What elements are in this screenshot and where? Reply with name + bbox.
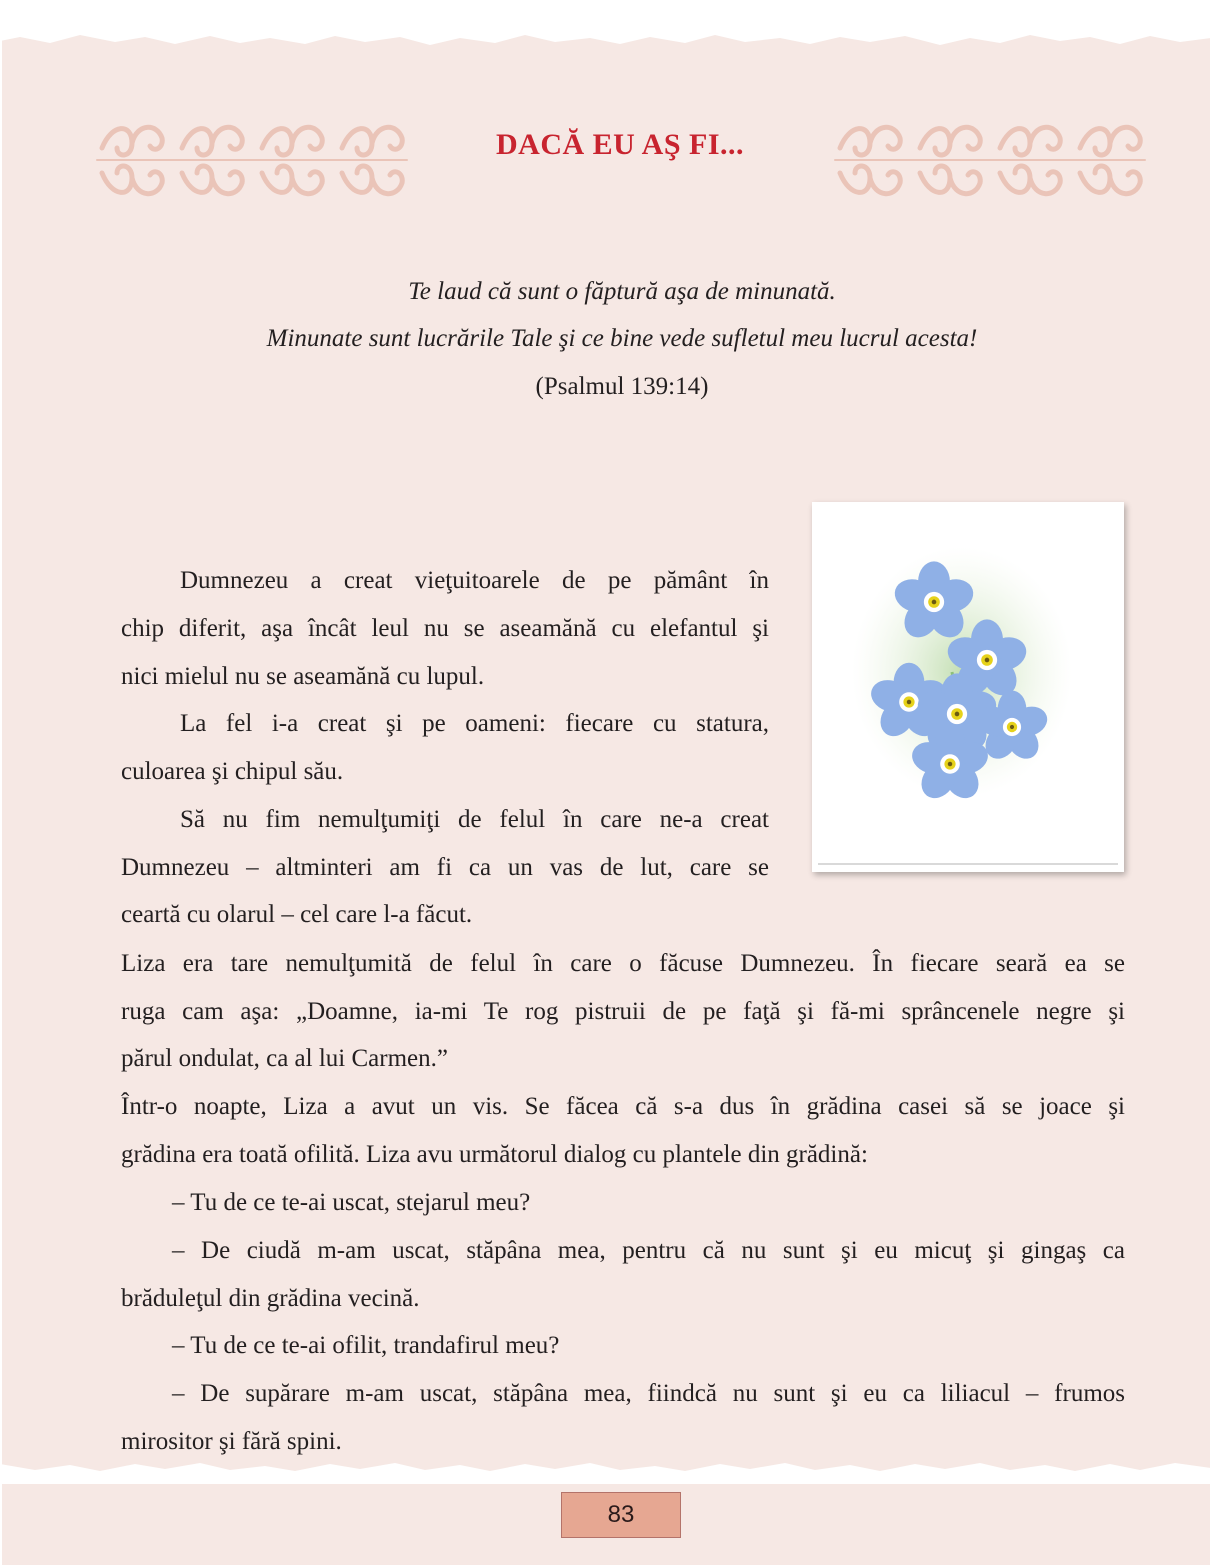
body-line: ruga cam aşa: „Doamne, ia-mi Te rog pistruii de pe faţă şi fă-mi sprâncenele negre şi	[121, 998, 1125, 1025]
motto-reference: (Psalmul 139:14)	[535, 373, 709, 400]
body-line: Dumnezeu a creat vieţuitoarele de pe pământ în	[180, 567, 769, 594]
torn-bottom-edge	[0, 1458, 1211, 1484]
body-line: nici mielul nu se aseamănă cu lupul.	[121, 663, 485, 690]
torn-top-edge	[0, 22, 1211, 52]
flower-icon	[812, 502, 1124, 872]
motto-line-2: Minunate sunt lucrările Tale şi ce bine vede sufletul meu lucrul acesta!	[266, 325, 978, 352]
ornament-left-icon	[92, 118, 412, 198]
motto-line-1: Te laud că sunt o făptură aşa de minunată.	[408, 278, 836, 305]
body-line: Într-o noapte, Liza a avut un vis. Se făcea că s-a dus în grădina casei să se joace şi	[121, 1093, 1125, 1120]
body-line: ceartă cu olarul – cel care l-a făcut.	[121, 901, 473, 928]
dialog-line: – De supărare m-am uscat, stăpâna mea, fiindcă nu sunt şi eu ca liliacul – frumos	[172, 1380, 1125, 1407]
body-line: părul ondulat, ca al lui Carmen.”	[121, 1045, 448, 1072]
body-line: brăduleţul din grădina vecină.	[121, 1285, 420, 1312]
dialog-line: – De ciudă m-am uscat, stăpâna mea, pentru că nu sunt şi eu micuţ şi gingaş ca	[172, 1237, 1125, 1264]
body-line: Dumnezeu – altminteri am fi ca un vas de lut, care se	[121, 854, 769, 881]
ornament-right-icon	[830, 118, 1150, 198]
body-line: chip diferit, aşa încât leul nu se aseamănă cu elefantul şi	[121, 615, 769, 642]
body-line: Să nu fim nemulţumiţi de felul în care ne-a creat	[180, 806, 769, 833]
page-title: DACĂ EU AŞ FI...	[495, 128, 745, 161]
page-number: 83	[561, 1492, 681, 1538]
body-line: grădina era toată ofilită. Liza avu următorul dialog cu plantele din grădină:	[121, 1141, 868, 1168]
body-line: mirositor şi fără spini.	[121, 1428, 342, 1455]
forget-me-not-illustration	[812, 502, 1124, 872]
photo-caption-line	[818, 863, 1118, 865]
dialog-line: – Tu de ce te-ai ofilit, trandafirul meu?	[172, 1332, 560, 1359]
body-line: Liza era tare nemulţumită de felul în care o făcuse Dumnezeu. În fiecare seară ea se	[121, 950, 1125, 977]
body-line: culoarea şi chipul său.	[121, 758, 344, 785]
dialog-line: – Tu de ce te-ai uscat, stejarul meu?	[172, 1189, 531, 1216]
body-line: La fel i-a creat şi pe oameni: fiecare cu statura,	[180, 710, 769, 737]
